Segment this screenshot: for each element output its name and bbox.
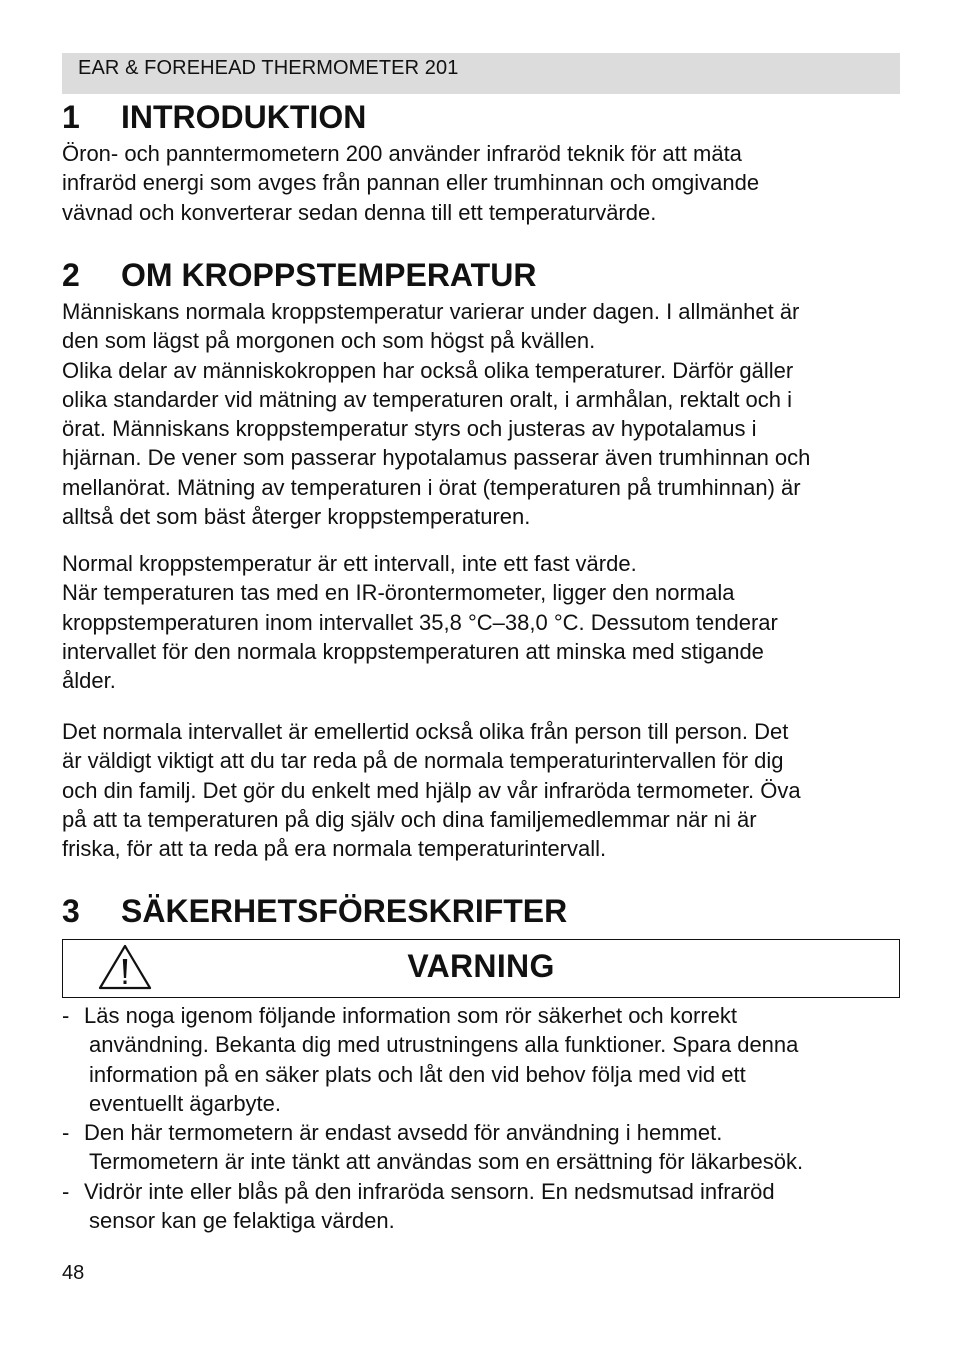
section-number: 2 (62, 257, 80, 293)
list-dash: - (62, 1178, 70, 1204)
text-line: Läs noga igenom följande information som rör säkerhet och korrekt (84, 1003, 738, 1028)
section-title: OM KROPPSTEMPERATUR (121, 257, 537, 293)
text-line: intervallet för den normala kroppstemperaturen att minska med stigande (62, 638, 764, 664)
text-line: information på en säker plats och låt den vid behov följa med vid ett (89, 1061, 746, 1087)
text-line: Öron- och panntermometern 200 använder infraröd teknik för att mäta (62, 141, 742, 166)
text-line: Människans normala kroppstemperatur varierar under dagen. I allmänhet är (62, 299, 800, 324)
section-number: 3 (62, 893, 80, 929)
text-line: på att ta temperaturen på dig själv och dina familjemedlemmar när ni är (62, 806, 757, 832)
section-1-heading (62, 99, 366, 135)
section-title: SÄKERHETSFÖRESKRIFTER (121, 893, 568, 929)
list-item (62, 1001, 912, 1118)
section-number: 1 (62, 99, 80, 135)
text-line: ålder. (62, 668, 116, 694)
text-line: alltså det som bäst återger kroppstemperaturen. (62, 504, 531, 530)
section-title: INTRODUKTION (121, 99, 367, 135)
text-line: Termometern är inte tänkt att användas som en ersättning för läkarbesök. (89, 1149, 804, 1175)
list-dash: - (62, 1003, 70, 1028)
list-item (62, 1177, 912, 1236)
warning-title: VARNING (407, 948, 555, 984)
text-line: Det normala intervallet är emellertid också olika från person till person. Det (62, 719, 789, 744)
text-line: När temperaturen tas med en IR-örontermometer, ligger den normala (62, 580, 735, 606)
section-3-heading (62, 893, 567, 929)
text-line: örat. Människans kroppstemperatur styrs och justeras av hypotalamus i (62, 416, 757, 442)
text-line: och din familj. Det gör du enkelt med hjälp av vår infraröda termometer. Öva (62, 777, 801, 803)
list-item (62, 1118, 912, 1177)
text-line: infraröd energi som avges från pannan eller trumhinnan och omgivande (62, 170, 760, 196)
text-line: Olika delar av människokroppen har också olika temperaturer. Därför gäller (62, 357, 794, 383)
text-line: Normal kroppstemperatur är ett intervall, inte ett fast värde. (62, 551, 637, 576)
text-line: mellanörat. Mätning av temperaturen i örat (temperaturen på trumhinnan) är (62, 474, 801, 500)
text-line: är väldigt viktigt att du tar reda på de normala temperaturintervallen för dig (62, 748, 784, 774)
text-line: friska, för att ta reda på era normala temperaturintervall. (62, 836, 607, 862)
list-dash: - (62, 1120, 70, 1146)
text-line: hjärnan. De vener som passerar hypotalamus passerar även trumhinnan och (62, 445, 811, 471)
text-line: olika standarder vid mätning av temperaturen oralt, i armhålan, rektalt och i (62, 386, 793, 412)
text-line: den som lägst på morgonen och som högst på kvällen. (62, 328, 596, 354)
text-line: kroppstemperaturen inom intervallet 35,8 °C–38,0 °C. Dessutom tenderar (62, 609, 778, 635)
section-2-heading (62, 257, 536, 293)
page-number: 48 (62, 1262, 85, 1284)
section-2-paragraph-1 (62, 297, 902, 531)
text-line: Den här termometern är endast avsedd för användning i hemmet. (84, 1120, 723, 1146)
warning-box (62, 939, 900, 998)
warning-list (62, 1001, 912, 1235)
text-line: sensor kan ge felaktiga värden. (89, 1208, 395, 1234)
running-header (62, 53, 900, 94)
section-2-paragraph-2 (62, 549, 902, 695)
section-1-paragraph-1 (62, 139, 902, 227)
text-line: eventuellt ägarbyte. (89, 1090, 282, 1116)
section-2-paragraph-3 (62, 717, 902, 863)
text-line: Vidrör inte eller blås på den infraröda sensorn. En nedsmutsad infraröd (84, 1178, 775, 1204)
text-line: vävnad och konverterar sedan denna till ett temperaturvärde. (62, 199, 657, 225)
text-line: användning. Bekanta dig med utrustningens alla funktioner. Spara denna (89, 1032, 799, 1058)
running-header-title: EAR & FOREHEAD THERMOMETER 201 (78, 57, 459, 79)
